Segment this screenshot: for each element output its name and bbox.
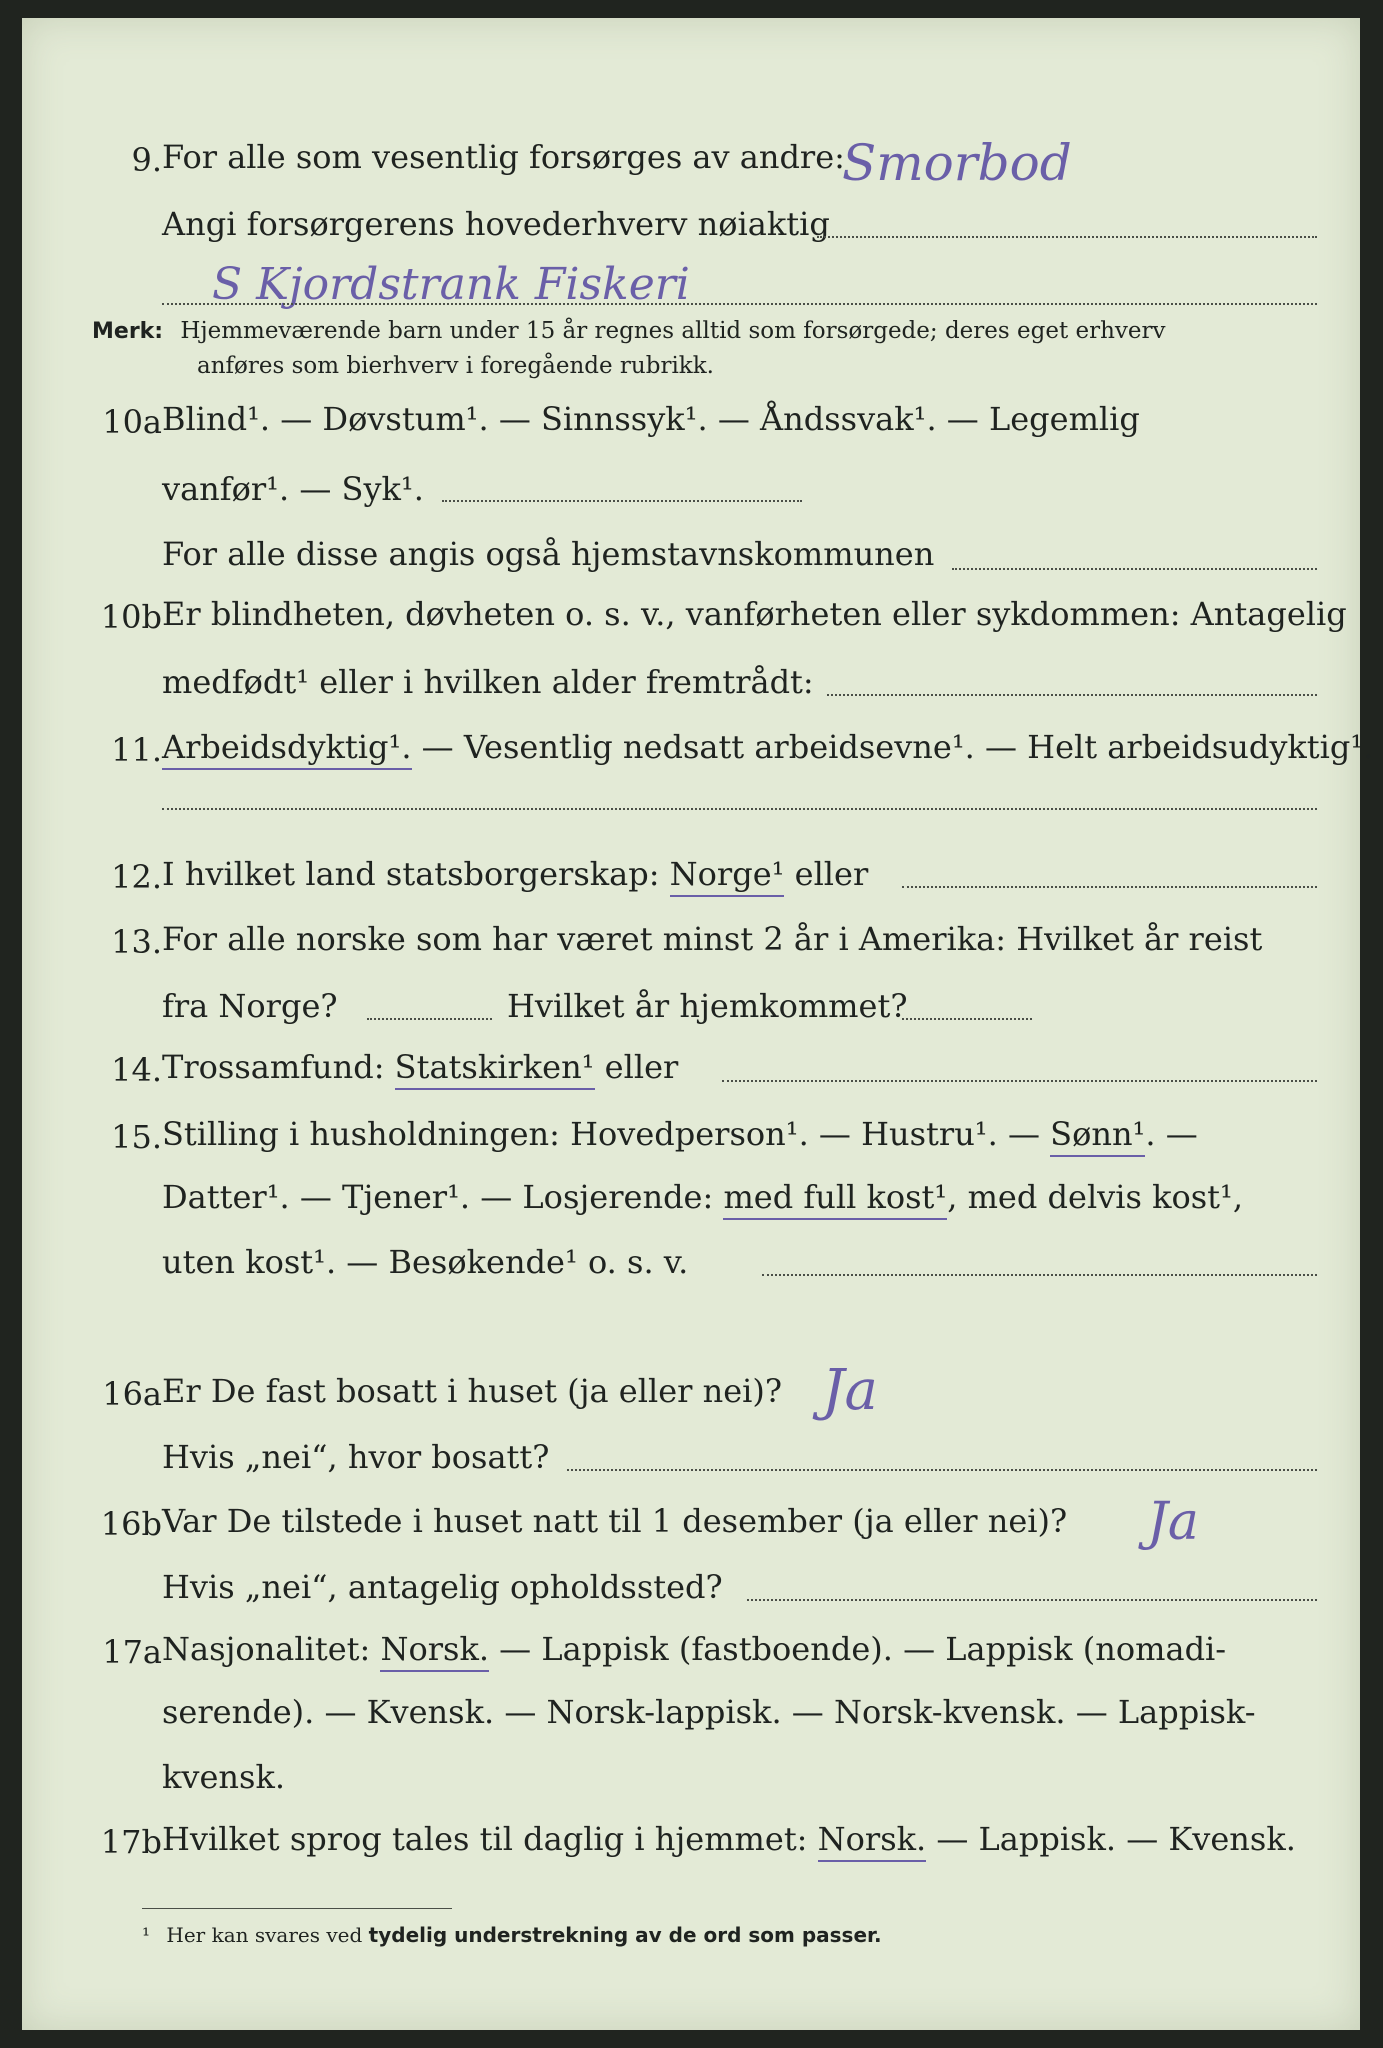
- q17b-line: [162, 1820, 1296, 1858]
- q14-option-statskirken: Statskirken¹: [395, 1048, 595, 1090]
- q14-line: [162, 1048, 679, 1086]
- footnote-text: Her kan svares ved: [166, 1923, 369, 1947]
- footnote-rule: [142, 1908, 452, 1909]
- q10a-line3: For alle disse angis også hjemstavnskommunen: [162, 535, 935, 573]
- q12-fill-line: [902, 886, 1317, 888]
- q16b-answer: Ja: [1147, 1492, 1199, 1552]
- q9-line1: For alle som vesentlig forsørges av andre:: [162, 138, 845, 176]
- merk-note: [92, 318, 1166, 344]
- q10a-line2: vanfør¹. — Syk¹.: [162, 470, 424, 508]
- q17a-line1: [162, 1630, 1227, 1668]
- q16a-answer: Ja: [822, 1358, 878, 1423]
- footnote-mark: ¹: [142, 1923, 151, 1947]
- q17a-line2: serende). — Kvensk. — Norsk-lappisk. — Norsk-kvensk. — Lappisk-: [162, 1693, 1256, 1731]
- q15-line2-a: Datter¹. — Tjener¹. — Losjerende:: [162, 1178, 724, 1216]
- q11-rest: — Vesentlig nedsatt arbeidsevne¹. — Helt arbeidsudyktig¹.: [411, 728, 1374, 766]
- q14-pre: Trossamfund:: [162, 1048, 395, 1086]
- footnote: [142, 1923, 882, 1947]
- q11-fill-line: [162, 808, 1317, 810]
- q9-line2: Angi forsørgerens hovederhverv nøiaktig: [162, 205, 830, 243]
- q9-number: 9.: [131, 141, 162, 179]
- q17b-post: — Lappisk. — Kvensk.: [926, 1820, 1296, 1858]
- q16a-fill-line: [567, 1469, 1317, 1471]
- q13-fill-line-a: [367, 1018, 492, 1020]
- q13-fill-line-b: [902, 1018, 1032, 1020]
- q16b-line1: Var De tilstede i huset natt til 1 desember (ja eller nei)?: [162, 1502, 1068, 1540]
- merk-label: Merk:: [92, 319, 164, 344]
- q12-post: eller: [784, 855, 869, 893]
- q14-fill-line: [722, 1080, 1317, 1082]
- q10b-line2: medfødt¹ eller i hvilken alder fremtrådt:: [162, 663, 814, 701]
- q17a-line1-post: — Lappisk (fastboende). — Lappisk (nomadi-: [489, 1630, 1227, 1668]
- q12-number: 12.: [111, 858, 162, 896]
- q15-line1-a: Stilling i husholdningen: Hovedperson¹. — Hustru¹. —: [162, 1115, 1051, 1153]
- q12-option-norge: Norge¹: [670, 855, 785, 897]
- q15-line1: [162, 1115, 1198, 1153]
- q17b-number: 17b: [100, 1823, 162, 1861]
- merk-line1: Hjemmeværende barn under 15 år regnes alltid som forsørgede; deres eget erhverv: [180, 318, 1166, 344]
- q10b-line1: Er blindheten, døvheten o. s. v., vanførheten eller sykdommen: Antagelig: [162, 595, 1347, 633]
- q10a-fill-line: [442, 500, 802, 502]
- q12-pre: I hvilket land statsborgerskap:: [162, 855, 670, 893]
- q15-fill-line: [762, 1274, 1317, 1276]
- q11-line: [162, 728, 1374, 766]
- q13-line1: For alle norske som har været minst 2 år i Amerika: Hvilket år reist: [162, 920, 1263, 958]
- q14-number: 14.: [111, 1051, 162, 1089]
- q15-option-sonn: Sønn¹: [1050, 1115, 1145, 1157]
- q17a-number: 17a: [102, 1633, 162, 1671]
- q16a-line1: Er De fast bosatt i huset (ja eller nei)?: [162, 1372, 783, 1410]
- q13-number: 13.: [111, 923, 162, 961]
- q12-line: [162, 855, 869, 893]
- q9-answer-occupation: S Kjordstrank Fiskeri: [212, 259, 690, 310]
- q10b-number: 10b: [100, 598, 162, 636]
- census-form-page: [22, 18, 1374, 2030]
- q17b-option-norsk: Norsk.: [818, 1820, 927, 1862]
- q16a-number: 16a: [102, 1375, 162, 1413]
- q9-answer-place: Smorbod: [842, 134, 1072, 192]
- q16b-fill-line: [747, 1599, 1317, 1601]
- q16a-line2: Hvis „nei“, hvor bosatt?: [162, 1438, 550, 1476]
- q17a-line1-pre: Nasjonalitet:: [162, 1630, 381, 1668]
- q15-line1-b: . —: [1145, 1115, 1198, 1153]
- q10a-line1: Blind¹. — Døvstum¹. — Sinnssyk¹. — Åndssvak¹. — Legemlig: [162, 400, 1140, 438]
- q11-option-arbeidsdyktig: Arbeidsdyktig¹.: [162, 728, 412, 770]
- q17a-line3: kvensk.: [162, 1758, 285, 1796]
- merk-line2: anføres som bierhverv i foregående rubrikk.: [197, 353, 714, 379]
- q15-line2: [162, 1178, 1244, 1216]
- q15-line3: uten kost¹. — Besøkende¹ o. s. v.: [162, 1243, 689, 1281]
- footnote-bold-text: tydelig understrekning av de ord som passer.: [368, 1923, 882, 1947]
- q16b-number: 16b: [100, 1505, 162, 1543]
- q16b-line2: Hvis „nei“, antagelig opholdssted?: [162, 1568, 723, 1606]
- q10a-number: 10a: [102, 403, 162, 441]
- q13-line2b: Hvilket år hjemkommet?: [507, 987, 908, 1025]
- q14-post: eller: [594, 1048, 679, 1086]
- q15-line2-b: , med delvis kost¹,: [947, 1178, 1244, 1216]
- q9-fill-line-2: [162, 303, 1317, 305]
- q15-option-med-full-kost: med full kost¹: [723, 1178, 947, 1220]
- q10b-fill-line: [827, 694, 1317, 696]
- q9-fill-line: [817, 236, 1317, 238]
- q17b-pre: Hvilket sprog tales til daglig i hjemmet:: [162, 1820, 818, 1858]
- q11-number: 11.: [111, 731, 162, 769]
- q13-line2a: fra Norge?: [162, 987, 338, 1025]
- q17a-option-norsk: Norsk.: [380, 1630, 489, 1672]
- q10a-fill-line-2: [952, 568, 1317, 570]
- q15-number: 15.: [111, 1118, 162, 1156]
